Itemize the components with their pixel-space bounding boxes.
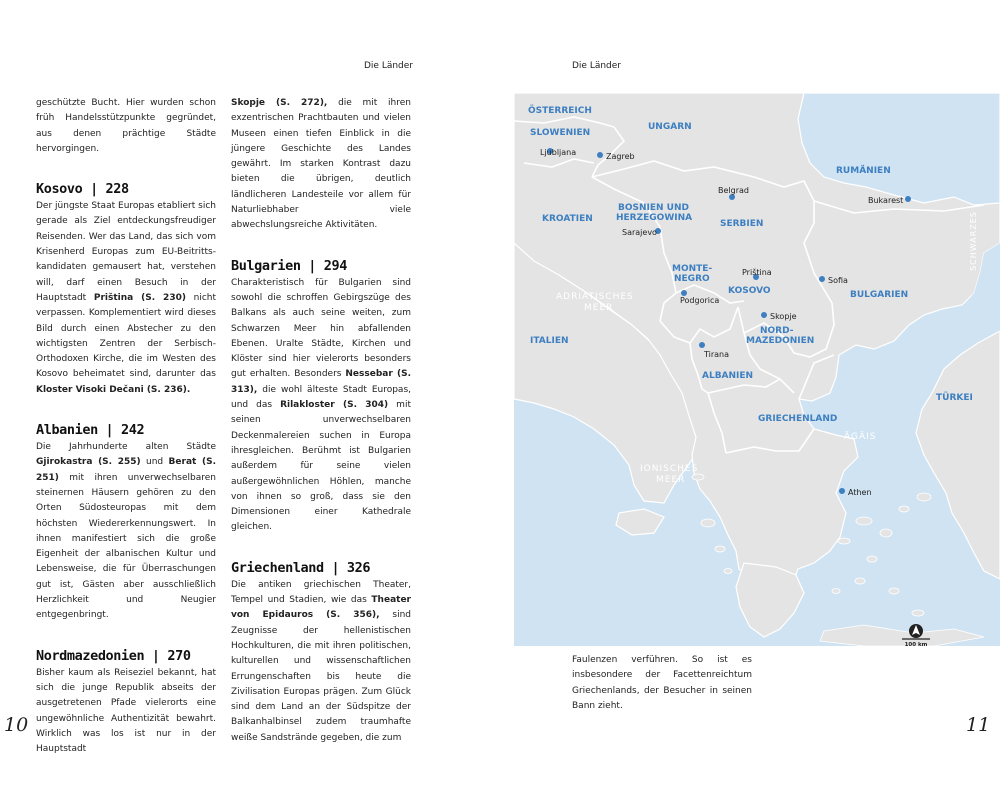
label-aegaeis: ÄGÄIS	[844, 432, 877, 442]
section-heading-griechenland: Griechenland | 326	[231, 559, 371, 576]
city-belgrad: Belgrad	[718, 186, 749, 195]
city-dot-skopje	[761, 312, 767, 318]
griechenland-paragraph: Die antiken griechischen Theater, Tempel und Stadien, wie das Theater von Epidauros (S. 356), sind Zeugnisse der hellenistischen Hochkulturen, die mit ihren politischen, kulturellen und wissenschaftlichen Errungenschaften bis heute die Zivilisation Europas prägen. Zum Glück sind dem Land an der Südspitze der Balkanhalbinsel zudem traumhafte weiße Sandstrände gegeben, die zum	[231, 579, 411, 743]
label-griechenland: GRIECHENLAND	[758, 414, 838, 424]
city-tirana: Tirana	[704, 350, 730, 359]
bulgarien-paragraph: Charakteristisch für Bulgarien sind sowohl die schroffen Gebirgszüge des Balkans als auch seine weiten, zum Schwarzen Meer hin abfallenden Ebenen. Uralte Städte, Kirchen und Klöster sind hier vielerorts besonders gut erhalten. Besonders Nessebar (S. 313), die wohl älteste Stadt Europas, und das Rilakloster (S. 304) mit seinen unverwechselbaren Deckenmalereien suchen in Europa ihresgleichen. Berühmt ist Bulgarien außerdem für seine vielen außergewöhnlichen Höhlen, manche von ihnen so groß, dass sie den Dimensionen einer Kathedrale gleichen.	[231, 277, 411, 533]
label-schwarzes: SCHWARZES	[969, 211, 978, 271]
section-heading-kosovo: Kosovo | 228	[36, 181, 129, 198]
label-slowenien: SLOWENIEN	[530, 128, 591, 138]
albanien-paragraph: Die Jahrhunderte alten Städte Gjirokastra (S. 255) und Berat (S. 251) mit ihren unverwechselbaren steinernen Häusern gehören zu den Orten Südosteuropas mit dem höchsten Wiedererkennungswert. In ihnen manifestiert sich die große Eigenheit der albanischen Kultur und Lebensweise, die für Überraschungen gut ist, Gästen aber ausschließlich Herzlichkeit und Neugier entgegenbringt.	[36, 442, 216, 621]
label-kosovo: KOSOVO	[728, 286, 771, 296]
label-ungarn: UNGARN	[648, 122, 692, 132]
balkan-map	[514, 93, 1000, 646]
label-meer-ionisch: MEER	[656, 475, 686, 485]
label-adriatisches: ADRIATISCHES	[556, 292, 634, 302]
city-podgorica: Podgorica	[680, 296, 720, 305]
city-dot-athen	[839, 488, 845, 494]
label-nord: NORD-	[760, 326, 794, 336]
text-column-3	[572, 653, 752, 714]
page-number-right: 11	[966, 714, 991, 736]
section-heading-nordmazedonien: Nordmazedonien | 270	[36, 647, 191, 664]
city-skopje: Skopje	[770, 312, 797, 321]
city-bukarest: Bukarest	[868, 196, 904, 205]
label-italien: ITALIEN	[530, 336, 569, 346]
text-column-2	[231, 96, 411, 746]
city-athen: Athen	[848, 488, 872, 497]
city-sofia: Sofia	[828, 276, 848, 285]
city-dot-sofia	[819, 276, 825, 282]
page-number-left: 10	[4, 714, 29, 736]
label-bosnien-1: BOSNIEN UND	[618, 203, 689, 213]
label-albanien: ALBANIEN	[702, 371, 754, 381]
label-mazedonien: MAZEDONIEN	[746, 336, 815, 346]
nordmazedonien-paragraph: Bisher kaum als Reiseziel bekannt, hat sich die junge Republik abseits der ausgetretenen Pfade vielerorts eine ungewöhnliche Authentizität bewahrt. Wirklich was los ist nur in der Hauptstadt	[36, 667, 216, 755]
city-dot-tirana	[699, 342, 705, 348]
label-kroatien: KROATIEN	[542, 214, 593, 224]
intro-paragraph: geschützte Bucht. Hier wurden schon früh Handelsstützpunkte gegründet, aus denen prächtige Städte hervorgingen.	[36, 98, 216, 154]
label-ionisches: IONISCHES	[640, 464, 699, 474]
city-ljubljana: Ljubljana	[540, 148, 577, 157]
skopje-paragraph: Skopje (S. 272), die mit ihren exzentrischen Prachtbauten und vielen Museen einen tiefen Einblick in die jüngere Geschichte des Landes gewährt. Im starken Kontrast dazu bieten die übrigen, deutlich ländlicheren Landesteile vor allem für Naturliebhaber viele abwechslungsreiche Aktivitäten.	[231, 98, 412, 231]
city-dot-zagreb	[597, 152, 603, 158]
faulenzen-paragraph: Faulenzen verführen. So ist es insbesondere der Facettenreichtum Griechenlands, der Besucher in seinen Bann zieht.	[572, 655, 752, 711]
text-column-1	[36, 96, 216, 757]
label-bulgarien: BULGARIEN	[850, 290, 909, 300]
label-meer-adria: MEER	[584, 303, 614, 313]
section-heading-albanien: Albanien | 242	[36, 422, 145, 439]
running-header-right: Die Länder	[572, 61, 622, 71]
label-serbien: SERBIEN	[720, 219, 764, 229]
label-tuerkei: TÜRKEI	[936, 393, 973, 403]
label-oesterreich: ÖSTERREICH	[528, 106, 592, 116]
running-header-left: Die Länder	[364, 61, 414, 71]
label-bosnien-2: HERZEGOWINA	[616, 213, 693, 223]
city-dot-bukarest	[905, 196, 911, 202]
label-monte: MONTE-	[672, 264, 713, 274]
city-pristina: Priština	[742, 268, 772, 277]
section-heading-bulgarien: Bulgarien | 294	[231, 257, 347, 274]
city-sarajevo: Sarajevo	[622, 228, 657, 237]
city-zagreb: Zagreb	[606, 152, 635, 161]
kosovo-paragraph: Der jüngste Staat Europas etabliert sich gerade als Ziel entdeckungsfreudiger Reisenden. Wer das Land, das sich vom Krisenherd Europas zum EU-Beitrittskandidaten gemausert hat, verstehen will, darf einen Besuch in der Hauptstadt Priština (S. 230) nicht verpassen. Komplementiert wird dieses Bild durch einen Abstecher zu den wichtigsten Zentren der Serbisch-Orthodoxen Kirche, die im Westen des Kosovo beheimatet sind, darunter das Kloster Visoki Dečani (S. 236).	[36, 201, 217, 395]
label-rumaenien: RUMÄNIEN	[836, 166, 891, 176]
label-negro: NEGRO	[674, 274, 710, 284]
scale-label: 100 km	[904, 642, 928, 646]
